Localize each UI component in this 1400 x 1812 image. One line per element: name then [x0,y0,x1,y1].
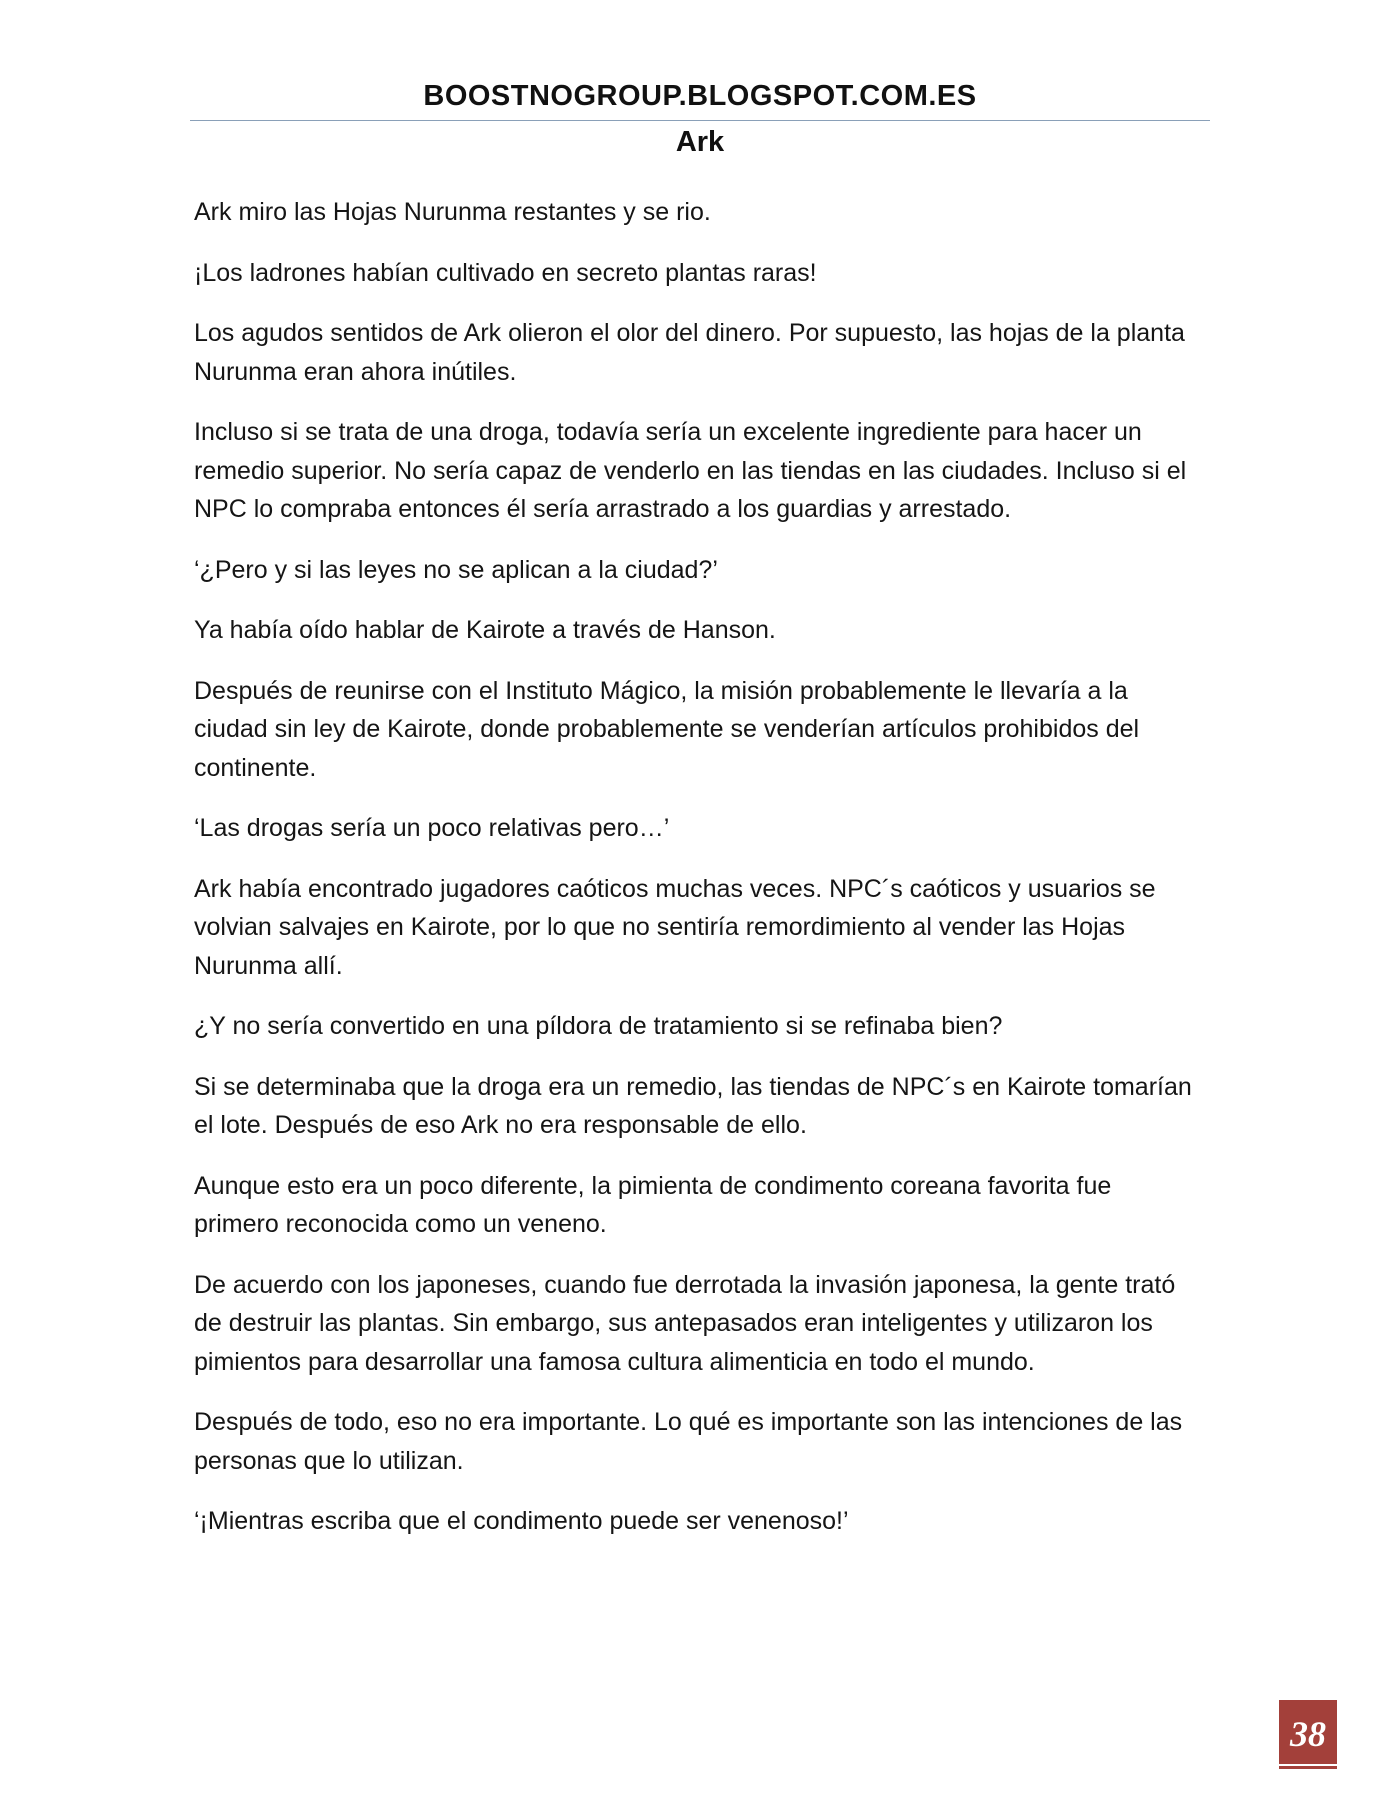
paragraph: Después de todo, eso no era importante. Lo qué es importante son las intenciones de las personas que lo utilizan. [194,1408,1183,1475]
page-number: 38 [1290,1714,1326,1754]
paragraph: Ya había oído hablar de Kairote a través de Hanson. [194,616,776,644]
site-header: BOOSTNOGROUP.BLOGSPOT.COM.ES [423,80,977,112]
paragraph: Ark miro las Hojas Nurunma restantes y se rio. [194,198,711,226]
paragraph: ¿Y no sería convertido en una píldora de tratamiento si se refinaba bien? [194,1012,1003,1040]
paragraph: ‘¡Mientras escriba que el condimento puede ser venenoso!’ [194,1507,849,1535]
paragraph: Si se determinaba que la droga era un remedio, las tiendas de NPC´s en Kairote tomarían el lote. Después de eso Ark no era responsable de ello. [194,1072,1192,1139]
page-number-badge [1279,1700,1337,1764]
paragraph: Incluso si se trata de una droga, todavía sería un excelente ingrediente para hacer un remedio superior. No sería capaz de venderlo en las tiendas en las ciudades. Incluso si el NPC lo compraba entonces él sería arrastrado a los guardias y arrestado. [194,418,1187,523]
body-text [194,193,1194,1563]
header-divider [190,120,1210,121]
chapter-title: Ark [675,126,725,158]
paragraph: ‘Las drogas sería un poco relativas pero…’ [194,814,670,842]
paragraph: Ark había encontrado jugadores caóticos muchas veces. NPC´s caóticos y usuarios se volvian salvajes en Kairote, por lo que no sentiría remordimiento al vender las Hojas Nurunma allí. [194,874,1156,980]
paragraph: Después de reunirse con el Instituto Mágico, la misión probablemente le llevaría a la ciudad sin ley de Kairote, donde probablemente se venderían artículos prohibidos del continente. [194,676,1140,782]
paragraph: De acuerdo con los japoneses, cuando fue derrotada la invasión japonesa, la gente trató de destruir las plantas. Sin embargo, sus antepasados eran inteligentes y utilizaron los pimientos para desarrollar una famosa cultura alimenticia en todo el mundo. [194,1270,1176,1376]
paragraph: ‘¿Pero y si las leyes no se aplican a la ciudad?’ [194,555,718,584]
paragraph: Los agudos sentidos de Ark olieron el olor del dinero. Por supuesto, las hojas de la planta Nurunma eran ahora inútiles. [194,319,1185,386]
paragraph: ¡Los ladrones habían cultivado en secreto plantas raras! [194,258,817,287]
paragraph: Aunque esto era un poco diferente, la pimienta de condimento coreana favorita fue primero reconocida como un veneno. [194,1171,1112,1238]
page-number-underline [1279,1766,1337,1769]
